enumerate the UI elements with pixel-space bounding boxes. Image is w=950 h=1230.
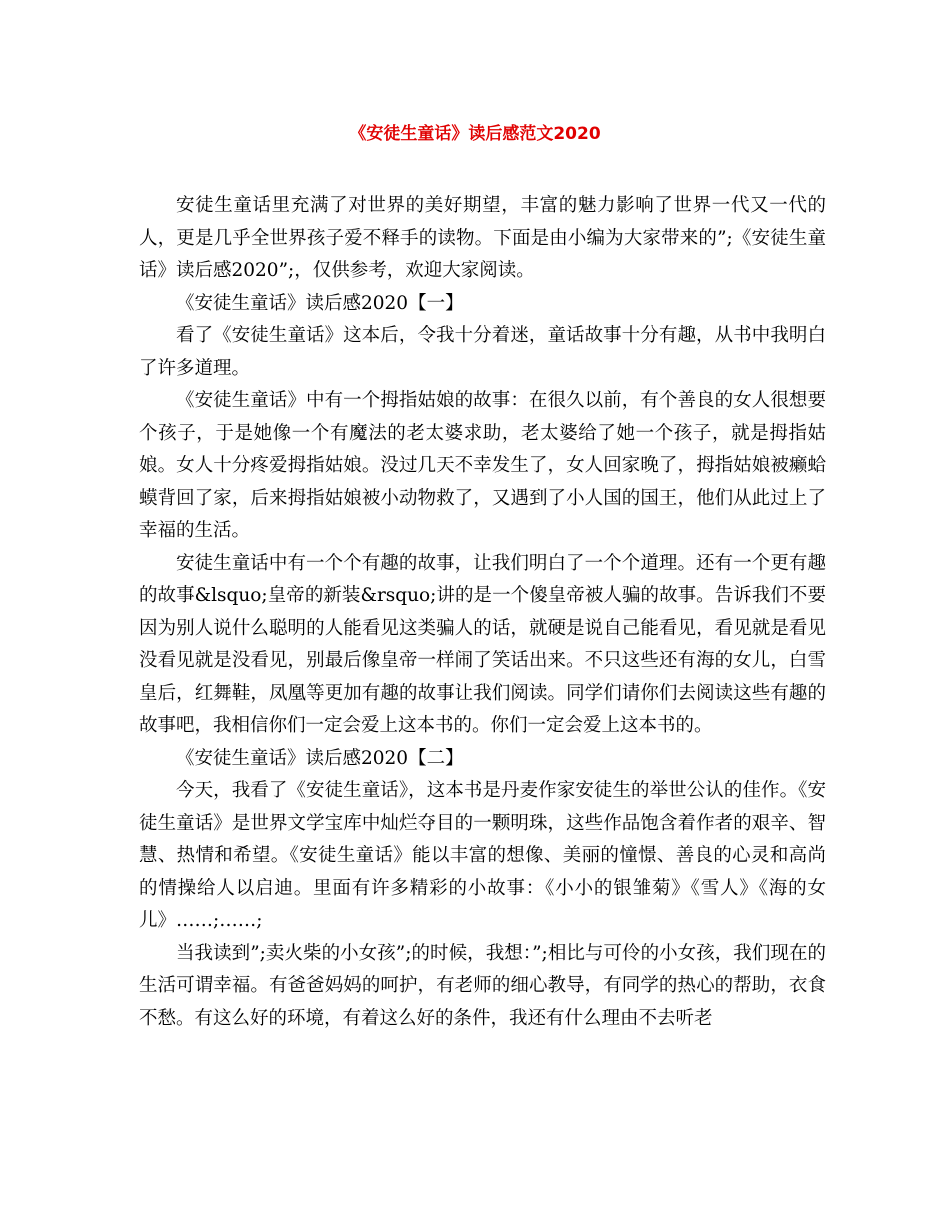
body-paragraph: 安徒生童话中有一个个有趣的故事，让我们明白了一个个道理。还有一个更有趣的故事&lsquo;皇帝的新装&rsquo;讲的是一个傻皇帝被人骗的故事。告诉我们不要因为别人说什么聪明的人能看见这类骗人的话，就硬是说自己能看见，看见就是看见没看见就是没看见，别最后像皇帝一样闹了笑话出来。不只这些还有海的女儿，白雪皇后，红舞鞋，凤凰等更加有趣的故事让我们阅读。同学们请你们去阅读这些有趣的故事吧，我相信你们一定会爱上这本书的。你们一定会爱上这本书的。 bbox=[139, 552, 826, 736]
body-paragraph: 今天，我看了《安徒生童话》，这本书是丹麦作家安徒生的举世公认的佳作。《安徒生童话》是世界文学宝库中灿烂夺目的一颗明珠，这些作品饱含着作者的艰辛、智慧、热情和希望。《安徒生童话》能以丰富的想像、美丽的憧憬、善良的心灵和高尚的情操给人以启迪。里面有许多精彩的小故事：《小小的银雏菊》《雪人》《海的女儿》……;……; bbox=[139, 780, 826, 931]
body-paragraph: 当我读到”;卖火柴的小女孩”;的时候，我想：”;相比与可伶的小女孩，我们现在的生活可谓幸福。有爸爸妈妈的呵护，有老师的细心教导，有同学的热心的帮助，衣食不愁。有这么好的环境，有着这么好的条件，我还有什么理由不去听老 bbox=[139, 942, 826, 1029]
document-title: 《安徒生童话》读后感范文2020 bbox=[349, 124, 601, 144]
body-paragraph: 《安徒生童话》中有一个拇指姑娘的故事：在很久以前，有个善良的女人很想要个孩子，于是她像一个有魔法的老太婆求助，老太婆给了她一个孩子，就是拇指姑娘。女人十分疼爱拇指姑娘。没过几天不幸发生了，女人回家晚了，拇指姑娘被癞蛤蟆背回了家，后来拇指姑娘被小动物救了，又遇到了小人国的国王，他们从此过上了幸福的生活。 bbox=[139, 390, 826, 541]
document-body bbox=[139, 190, 826, 1035]
intro-paragraph: 安徒生童话里充满了对世界的美好期望，丰富的魅力影响了世界一代又一代的人，更是几乎全世界孩子爱不释手的读物。下面是由小编为大家带来的”;《安徒生童话》读后感2020”;，仅供参考，欢迎大家阅读。 bbox=[139, 195, 826, 281]
section-heading-1: 《安徒生童话》读后感2020【一】 bbox=[176, 292, 464, 314]
section-heading-2: 《安徒生童话》读后感2020【二】 bbox=[176, 747, 464, 769]
body-paragraph: 看了《安徒生童话》这本后，令我十分着迷，童话故事十分有趣，从书中我明白了许多道理。 bbox=[139, 325, 826, 379]
